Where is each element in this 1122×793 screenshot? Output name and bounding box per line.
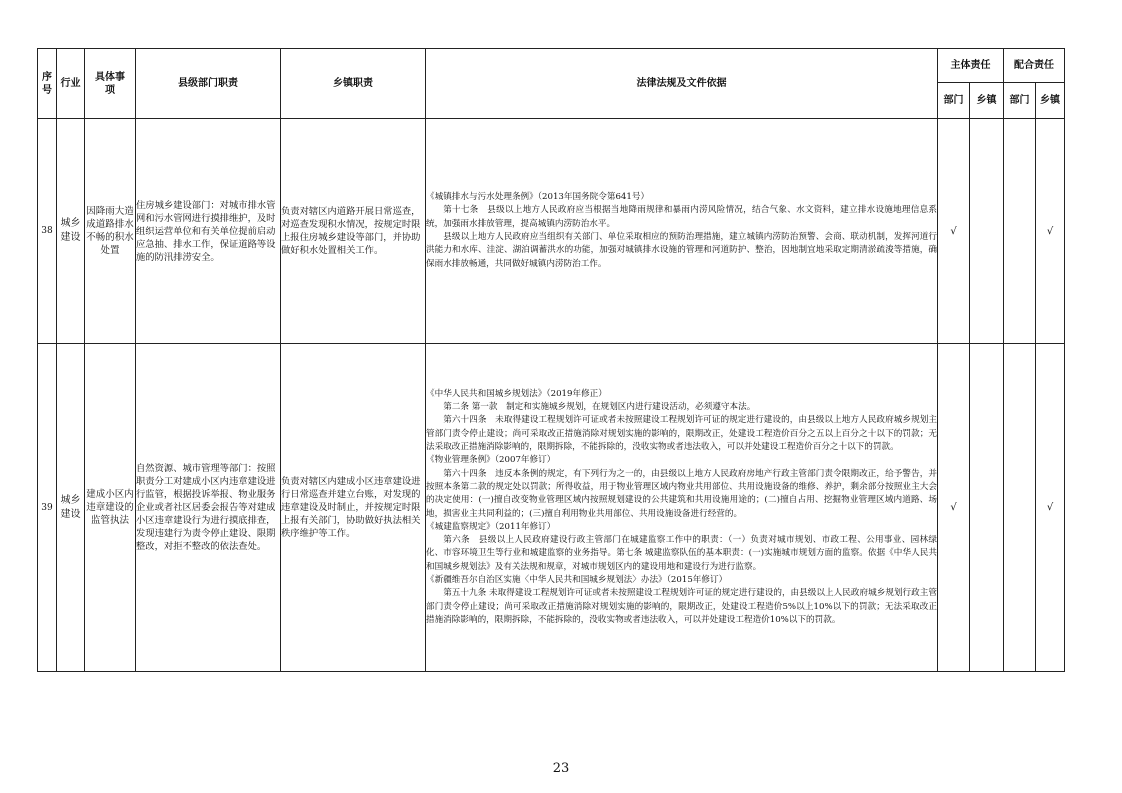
col-header-law: 法律法规及文件依据 — [426, 49, 938, 119]
check-coop-town: √ — [1036, 344, 1065, 672]
check-coop-town: √ — [1036, 119, 1065, 344]
row-seq: 38 — [38, 119, 57, 344]
col-header-seq: 序号 — [38, 49, 57, 119]
col-header-main-dept: 部门 — [938, 83, 970, 119]
col-header-main-town: 乡镇 — [970, 83, 1004, 119]
table-row — [38, 119, 1065, 344]
row-town-duty: 负责对辖区内建成小区违章建设进行日常巡查并建立台账，对发现的违章建设及时制止，并按规定时限上报有关部门，协助做好执法相关秩序维护等工作。 — [281, 344, 426, 672]
check-main-town — [970, 344, 1004, 672]
check-main-town — [970, 119, 1004, 344]
law-paragraph: 第六十四条 未取得建设工程规划许可证或者未按照建设工程规划许可证的规定进行建设的，由县级以上地方人民政府城乡规划主管部门责令停止建设；尚可采取改正措施消除对规划实施的影响的，限期改正，处建设工程造价百分之五以上百分之十以下的罚款；无法采取改正措施消除影响的，限期拆除，不能拆除的，没收实物或者违法收入，可以并处建设工程造价百分之十以下的罚款。 — [426, 415, 937, 453]
col-header-town-duty: 乡镇职责 — [281, 49, 426, 119]
law-paragraph: 第五十九条 未取得建设工程规划许可证或者未按照建设工程规划许可证的规定进行建设的，由县级以上人民政府城乡规划行政主管部门责令停止建设；尚可采取改正措施消除对规划实施的影响的，限期改正，处建设工程造价5%以上10%以下的罚款；无法采取改正措施消除影响的，限期拆除，不能拆除的，没收实物或者违法收入，可以并处建设工程造价10%以下的罚款。 — [426, 588, 937, 625]
page-number: 23 — [552, 761, 570, 776]
col-header-county-duty: 县级部门职责 — [136, 49, 281, 119]
law-paragraph: 县级以上地方人民政府应当组织有关部门、单位采取相应的预防治理措施，建立城镇内涝防治预警、会商、联动机制，发挥河道行洪能力和水库、洼淀、湖泊调蓄洪水的功能，加强对城镇排水设施的管理和河道防护、整治，因地制宜地采取定期清淤疏浚等措施，确保雨水排放畅通，共同做好城镇内涝防治工作。 — [426, 232, 937, 269]
check-coop-dept — [1004, 344, 1036, 672]
law-paragraph: 第六十四条 违反本条例的规定，有下列行为之一的，由县级以上地方人民政府房地产行政主管部门责令限期改正，给予警告，并按照本条第二款的规定处以罚款；所得收益，用于物业管理区域内物业共用部位、共用设施设备的维修、养护，剩余部分按照业主大会的决定使用：(一)擅自改变物业管理区域内按照规划建设的公共建筑和共用设施用途的；(二)擅自占用、挖掘物业管理区域内道路、场地，损害业主共同利益的；(三)擅自利用物业共用部位、共用设施设备进行经营的。 — [426, 468, 937, 519]
col-header-main-resp: 主体责任 — [938, 49, 1004, 83]
header-row-1 — [38, 49, 1065, 83]
check-main-dept: √ — [938, 119, 970, 344]
row-seq: 39 — [38, 344, 57, 672]
row-town-duty: 负责对辖区内道路开展日常巡查，对巡查发现积水情况，按规定时限上报住房城乡建设等部门，并协助做好积水处置相关工作。 — [281, 119, 426, 344]
check-coop-dept — [1004, 119, 1036, 344]
row-industry: 城乡建设 — [57, 344, 85, 672]
law-paragraph: 第十七条 县级以上地方人民政府应当根据当地降雨规律和暴雨内涝风险情况，结合气象、水文资料，建立排水设施地理信息系统，加强雨水排放管理，提高城镇内涝防治水平。 — [426, 205, 937, 229]
col-header-item: 具体事项 — [85, 49, 136, 119]
law-paragraph: 《城建监察规定》（2011年修订） — [426, 521, 556, 532]
law-paragraph: 《新疆维吾尔自治区实施〈中华人民共和国城乡规划法〉办法》（2015年修订） — [426, 574, 728, 585]
row-item: 建成小区内违章建设的监管执法 — [85, 344, 136, 672]
responsibility-table — [37, 48, 1065, 672]
col-header-coop-dept: 部门 — [1004, 83, 1036, 119]
col-header-coop-town: 乡镇 — [1036, 83, 1065, 119]
col-header-coop-resp: 配合责任 — [1004, 49, 1065, 83]
row-county-duty: 住房城乡建设部门：对城市排水管网和污水管网进行摸排维护，及时组织运营单位和有关单位提前启动应急抽、排水工作，保证道路等设施的防汛排涝安全。 — [136, 119, 281, 344]
law-paragraph: 《城镇排水与污水处理条例》（2013年国务院令第641号） — [426, 192, 650, 203]
row-item: 因降雨大造成道路排水不畅的积水处置 — [85, 119, 136, 344]
law-paragraph: 《中华人民共和国城乡规划法》（2019年修正） — [426, 388, 607, 399]
row-law-basis — [426, 119, 938, 344]
row-industry: 城乡建设 — [57, 119, 85, 344]
row-law-basis — [426, 344, 938, 672]
law-paragraph: 第二条 第一款 制定和实施城乡规划，在规划区内进行建设活动，必须遵守本法。 — [443, 402, 756, 413]
table-row — [38, 344, 1065, 672]
check-main-dept: √ — [938, 344, 970, 672]
law-paragraph: 《物业管理条例》（2007年修订） — [426, 455, 556, 466]
row-county-duty: 自然资源、城市管理等部门：按照职责分工对建成小区内违章建设进行监管，根据投诉举报、物业服务企业或者社区居委会报告等对建成小区违章建设行为进行摸底排查，发现违建行为责令停止建设、限期整改，对拒不整改的依法查处。 — [136, 344, 281, 672]
col-header-industry: 行业 — [57, 49, 85, 119]
law-paragraph: 第六条 县级以上人民政府建设行政主管部门在城建监察工作中的职责：（一）负责对城市规划、市政工程、公用事业、园林绿化、市容环境卫生等行业和城建监察的业务指导。第七条 城建监察队伍的基本职责：(一)实施城市规划方面的监察。依据《中华人民共和国城乡规划法》及有关法规和规章，对城市规划区内的建设用地和建设行为进行监察。 — [426, 535, 937, 572]
